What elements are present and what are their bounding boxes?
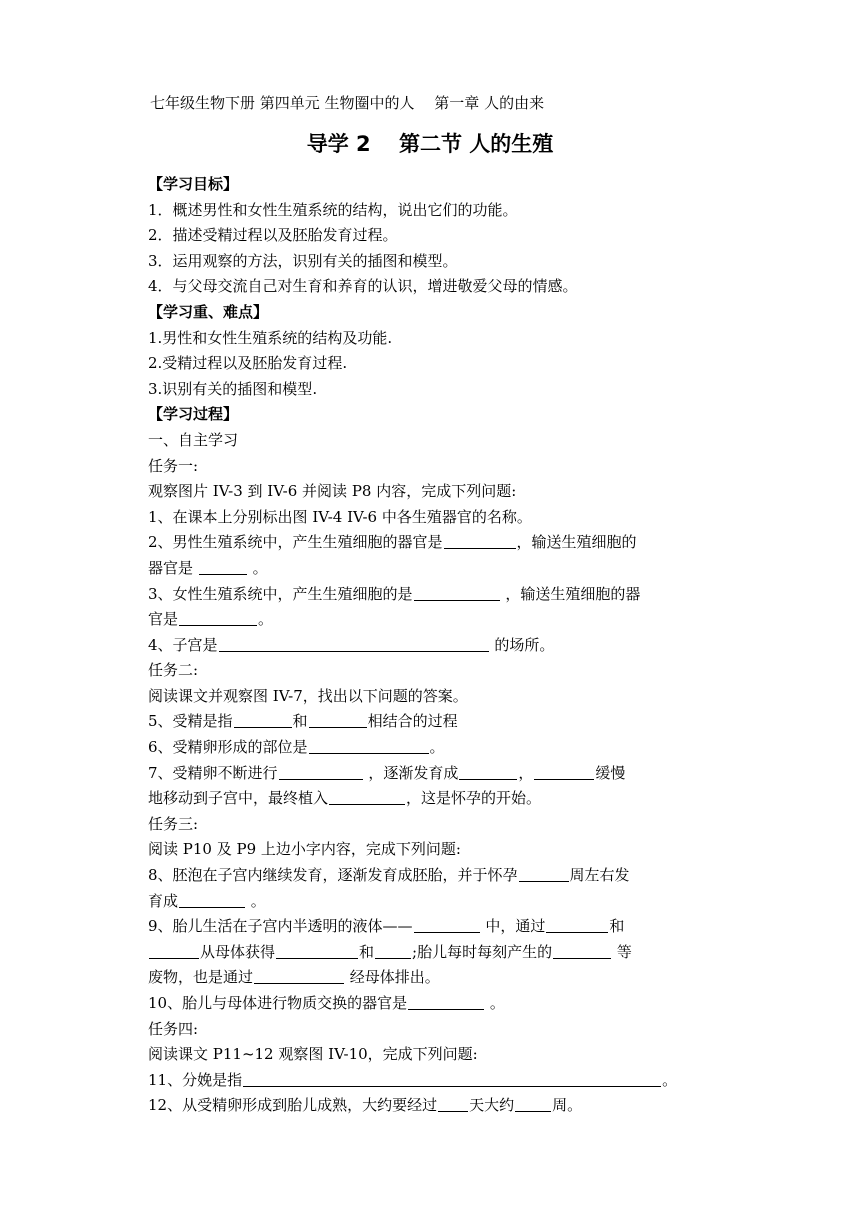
- question-6: [148, 735, 714, 761]
- question-3-cont: [148, 607, 714, 633]
- answer-blank[interactable]: [179, 610, 257, 626]
- task3-intro: 阅读 P10 及 P9 上边小字内容，完成下列问题:: [148, 840, 461, 859]
- question-9-text: 经母体排出。: [349, 968, 440, 987]
- question-2-text: 2、男性生殖系统中，产生生殖细胞的器官是: [148, 533, 443, 552]
- question-9-text: 中，通过: [485, 917, 546, 936]
- answer-blank[interactable]: [276, 943, 358, 959]
- question-2-text: 器官是: [148, 558, 194, 577]
- question-4: [148, 633, 714, 659]
- answer-blank[interactable]: [179, 892, 245, 908]
- question-9: [148, 914, 714, 940]
- answer-blank[interactable]: [199, 559, 247, 575]
- key-point-item: 3.识别有关的插图和模型.: [148, 379, 318, 398]
- question-3-text: 3、女性生殖系统中，产生生殖细胞的是: [148, 584, 413, 603]
- question-8-text: 8、胚泡在子宫内继续发育，逐渐发育成胚胎，并于怀孕: [148, 866, 518, 885]
- question-9-text: 和: [359, 942, 375, 961]
- answer-blank[interactable]: [414, 917, 480, 933]
- answer-blank[interactable]: [309, 712, 367, 728]
- task4-label: 任务四:: [148, 1019, 199, 1038]
- question-3-text: ，输送生殖细胞的器: [505, 584, 641, 603]
- task2-label: 任务二:: [148, 661, 199, 680]
- question-7: [148, 761, 714, 787]
- answer-blank[interactable]: [546, 917, 608, 933]
- question-12-text: 12、从受精卵形成到胎儿成熟，大约要经过: [148, 1096, 438, 1115]
- question-9-text: 从母体获得: [200, 942, 276, 961]
- answer-blank[interactable]: [243, 1071, 661, 1087]
- question-9-text: 废物，也是通过: [148, 968, 254, 987]
- question-8-text: 育成: [148, 891, 179, 910]
- question-5-text: 相结合的过程: [367, 712, 458, 731]
- question-10-text: 。: [489, 994, 505, 1012]
- question-11: [148, 1068, 714, 1094]
- question-6-text: 6、受精卵形成的部位是: [148, 738, 308, 757]
- question-4-text: 4、子宫是: [148, 635, 218, 654]
- answer-blank[interactable]: [149, 943, 199, 959]
- question-7-text: ，: [518, 763, 534, 782]
- question-5: [148, 709, 714, 735]
- question-8: [148, 863, 714, 889]
- answer-blank[interactable]: [414, 585, 500, 601]
- answer-blank[interactable]: [444, 533, 516, 549]
- question-7-text: 缓慢: [595, 763, 626, 782]
- question-11-text: 。: [662, 1070, 678, 1089]
- question-12-text: 天大约: [469, 1096, 515, 1115]
- question-2-cont: [148, 556, 714, 582]
- document-body: [148, 172, 714, 1119]
- question-6-text: 。: [429, 738, 445, 757]
- answer-blank[interactable]: [515, 1096, 551, 1112]
- answer-blank[interactable]: [375, 943, 411, 959]
- question-8-text: 周左右发: [569, 866, 630, 885]
- question-5-text: 和: [292, 712, 308, 731]
- question-7-text: 地移动到子宫中，最终植入: [148, 789, 329, 808]
- question-2-text: ，输送生殖细胞的: [516, 533, 637, 552]
- answer-blank[interactable]: [459, 764, 517, 780]
- question-3-text: 官是: [148, 610, 179, 629]
- answer-blank[interactable]: [408, 994, 484, 1010]
- question-9-text: ;胎儿每时每刻产生的: [412, 942, 553, 961]
- question-2: [148, 530, 714, 556]
- answer-blank[interactable]: [553, 943, 611, 959]
- question-10-text: 10、胎儿与母体进行物质交换的器官是: [148, 994, 408, 1012]
- answer-blank[interactable]: [329, 789, 405, 805]
- question-4-text: 的场所。: [494, 635, 555, 654]
- question-11-text: 11、分娩是指: [148, 1070, 243, 1089]
- question-7-cont: [148, 786, 714, 812]
- section-heading-key-points: 【学习重、难点】: [148, 302, 269, 321]
- question-2-text: 。: [252, 558, 268, 577]
- task1-label: 任务一:: [148, 456, 199, 475]
- question-5-text: 5、受精是指: [148, 712, 233, 731]
- question-3-text: 。: [258, 610, 274, 629]
- question-12: [148, 1093, 714, 1119]
- question-1: 1、在课本上分别标出图 IV-4 IV-6 中各生殖器官的名称。: [148, 507, 532, 526]
- section-heading-goals: 【学习目标】: [148, 175, 239, 193]
- task3-label: 任务三:: [148, 814, 199, 833]
- document-header: 七年级生物下册 第四单元 生物圈中的人 第一章 人的由来: [150, 94, 545, 112]
- key-point-item: 2.受精过程以及胚胎发育过程.: [148, 354, 348, 373]
- key-point-item: 1.男性和女性生殖系统的结构及功能.: [148, 328, 393, 347]
- goal-item: 3．运用观察的方法，识别有关的插图和模型。: [148, 251, 458, 270]
- task2-intro: 阅读课文并观察图 IV-7，找出以下问题的答案。: [148, 686, 468, 705]
- answer-blank[interactable]: [219, 636, 489, 652]
- question-7-text: ，逐渐发育成: [368, 763, 459, 782]
- section-heading-process: 【学习过程】: [148, 405, 239, 424]
- answer-blank[interactable]: [534, 764, 594, 780]
- question-9-cont2: [148, 965, 714, 991]
- question-10: [148, 991, 714, 1017]
- question-7-text: 7、受精卵不断进行: [148, 763, 278, 782]
- question-8-cont: [148, 889, 714, 915]
- answer-blank[interactable]: [279, 764, 363, 780]
- question-8-text: 。: [250, 891, 266, 910]
- question-9-cont: [148, 940, 714, 966]
- question-12-text: 周。: [552, 1096, 583, 1115]
- goal-item: 2．描述受精过程以及胚胎发育过程。: [148, 226, 398, 245]
- question-3: [148, 582, 714, 608]
- task4-intro: 阅读课文 P11~12 观察图 IV-10，完成下列问题:: [148, 1045, 478, 1064]
- question-7-text: ，这是怀孕的开始。: [406, 789, 542, 808]
- answer-blank[interactable]: [254, 968, 344, 984]
- answer-blank[interactable]: [234, 712, 292, 728]
- goal-item: 1．概述男性和女性生殖系统的结构，说出它们的功能。: [148, 200, 518, 219]
- self-study-heading: 一、自主学习: [148, 430, 239, 449]
- answer-blank[interactable]: [519, 866, 569, 882]
- goal-item: 4．与父母交流自己对生育和养育的认识，增进敬爱父母的情感。: [148, 277, 578, 296]
- document-title: 导学 2 第二节 人的生殖: [306, 132, 554, 156]
- question-9-text: 和: [609, 917, 625, 936]
- question-9-text: 9、胎儿生活在子宫内半透明的液体——: [148, 917, 413, 936]
- answer-blank[interactable]: [438, 1096, 468, 1112]
- task1-intro: 观察图片 IV-3 到 IV-6 并阅读 P8 内容，完成下列问题:: [148, 482, 517, 501]
- answer-blank[interactable]: [309, 738, 429, 754]
- question-9-text: 等: [616, 942, 632, 961]
